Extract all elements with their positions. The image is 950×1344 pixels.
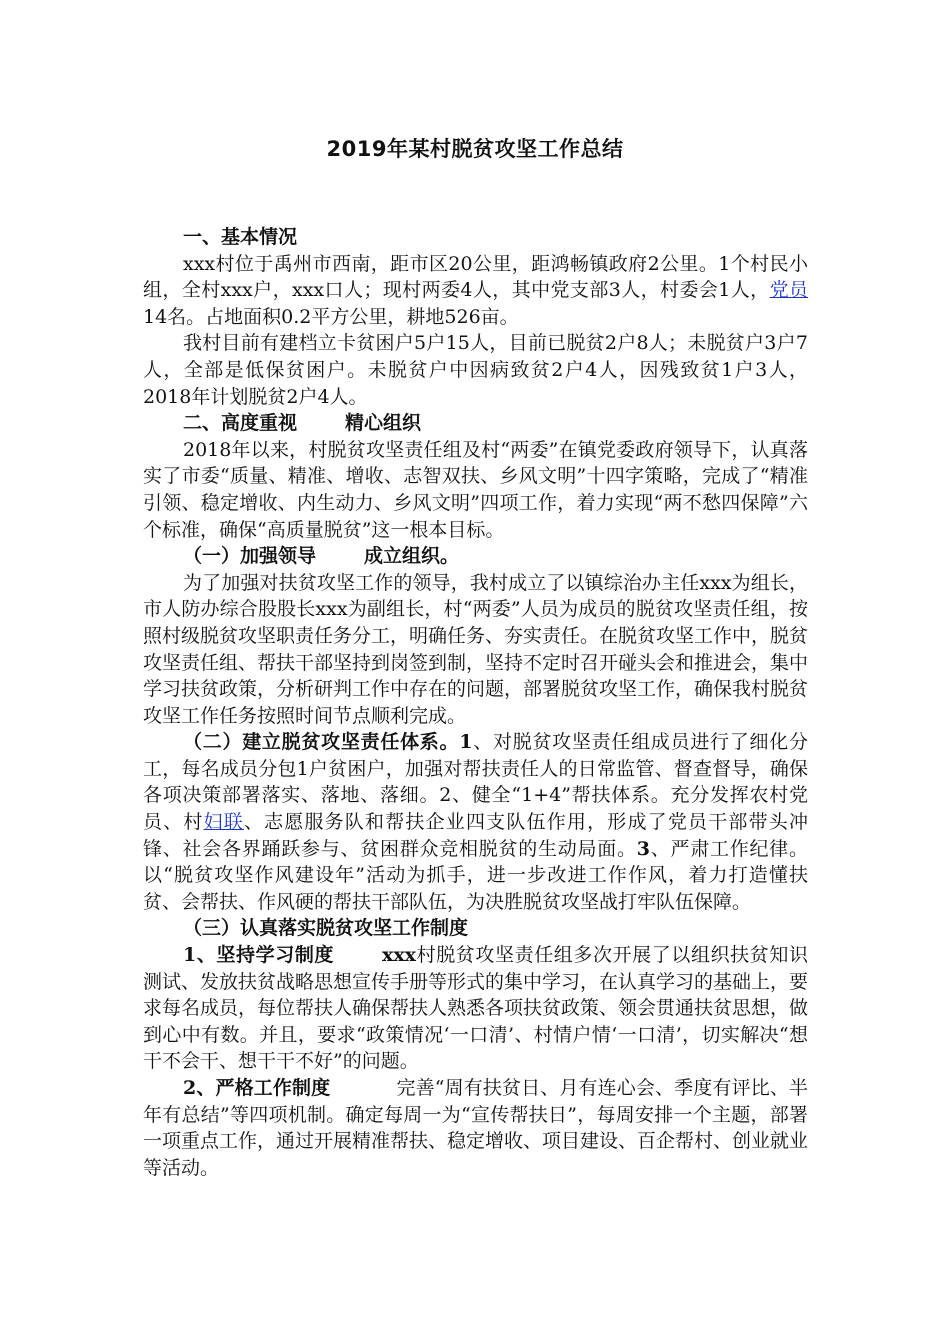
heading-part: （一）加强领导	[183, 545, 317, 568]
document-title: 2019年某村脱贫攻坚工作总结	[326, 137, 624, 161]
item-number: 3	[636, 837, 650, 860]
paragraph-text: 完善“周有扶贫日、月有连心会、季度有评比、半年有总结”等四项机制。确定每周一为“宣传帮扶日”，每周安排一个主题，部署一项重点工作，通过开展精准帮扶、稳定增收、项目建设、百企帮村、创业就业等活动。	[143, 1077, 809, 1179]
paragraph-text: 、严肃工作纪律。以“脱贫攻坚作风建设年”活动为抓手，进一步改进工作作风，着力打造懂扶贫、会帮扶、作风硬的帮扶干部队伍，为决胜脱贫攻坚战打牢队伍保障。	[143, 837, 808, 913]
paragraph-work-rules	[143, 1075, 808, 1181]
paragraph-organization: 为了加强对扶贫攻坚工作的领导，我村成立了以镇综治办主任xxx为组长，市人防办综合股股长xxx为副组长，村“两委”人员为成员的脱贫攻坚责任组，按照村级脱贫攻坚职责任务分工，明确任务、夯实责任。在脱贫攻坚工作中，脱贫攻坚责任组、帮扶干部坚持到岗签到制，坚持不定时召开碰头会和推进会，集中学习扶贫政策，分析研判工作中存在的问题，部署脱贫攻坚工作，确保我村脱贫攻坚工作任务按照时间节点顺利完成。	[143, 571, 809, 727]
item-number: 1	[459, 731, 473, 754]
paragraph-poverty-status: 我村目前有建档立卡贫困户5户15人，目前已脱贫2户8人；未脱贫户3户7人，全部是低保贫困户。未脱贫户中因病致贫2户4人，因残致贫1户3人，2018年计划脱贫2户4人。	[143, 332, 808, 408]
heading-attention	[143, 410, 808, 437]
inline-heading: 1、坚持学习制度	[183, 944, 335, 967]
paragraph-text: 村脱贫攻坚责任组多次开展了以组织扶贫知识测试、发放扶贫战略思想宣传手册等形式的集中学习，在认真学习的基础上，要求每名成员，每位帮扶人确保帮扶人熟悉各项扶贫政策、领会贯通扶贫思想，做到心中有数。并且，要求“政策情况‘一口清’、村情户情‘一口清’，切实解决“想干不会干、想干干不好”的问题。	[143, 944, 809, 1073]
heading-part: 二、高度重视	[183, 412, 298, 435]
inline-heading: （二）建立脱贫攻坚责任体系。	[183, 731, 460, 754]
heading-part: 精心组织	[345, 412, 422, 435]
inline-heading: 2、严格工作制度	[183, 1077, 331, 1099]
paragraph-text: 、志愿服务队和帮扶企业四支队伍作用，形成了党员干部带头冲锋、社会各界踊跃参与、贫困群众竞相脱贫的生动局面。	[143, 811, 808, 860]
paragraph-text: xxx村位于禹州市西南，距市区20公里，距鸿畅镇政府2公里。1个村民小组，全村xxx户，xxx口人；现村两委4人，其中党支部3人，村委会1人，	[143, 252, 808, 302]
heading-leadership	[143, 543, 808, 570]
party-member-link[interactable]: 党员	[769, 279, 808, 302]
heading-part: 成立组织。	[364, 545, 460, 568]
paragraph-text: 14名。占地面积0.2平方公里，耕地526亩。	[143, 305, 519, 328]
womens-federation-link[interactable]: 妇联	[203, 811, 244, 834]
paragraph-text: 、对脱贫攻坚责任组成员进行了细化分工，每名成员分包1户贫困户，加强对帮扶责任人的日常监管、督查督导，确保各项决策部署落实、落地、落细。2、健全“1+4”帮扶体系。充分发挥农村党员、村	[143, 731, 808, 834]
paragraph-since-2018: 2018年以来，村脱贫攻坚责任组及村“两委”在镇党委政府领导下，认真落实了市委“质量、精准、增收、志智双扶、乡风文明”十四字策略，完成了“精准引领、稳定增收、内生动力、乡风文明”四项工作，着力实现“两不愁四保障”六个标准，确保“高质量脱贫”这一根本目标。	[143, 438, 808, 541]
inline-text: xxx	[382, 944, 416, 967]
paragraph-study-system	[143, 942, 808, 1075]
heading-work-system: （三）认真落实脱贫攻坚工作制度	[183, 917, 469, 940]
paragraph-responsibility-system	[143, 729, 808, 915]
document-body	[143, 224, 808, 1181]
heading-basic-info: 一、基本情况	[183, 226, 298, 248]
paragraph-village-overview	[143, 251, 808, 331]
